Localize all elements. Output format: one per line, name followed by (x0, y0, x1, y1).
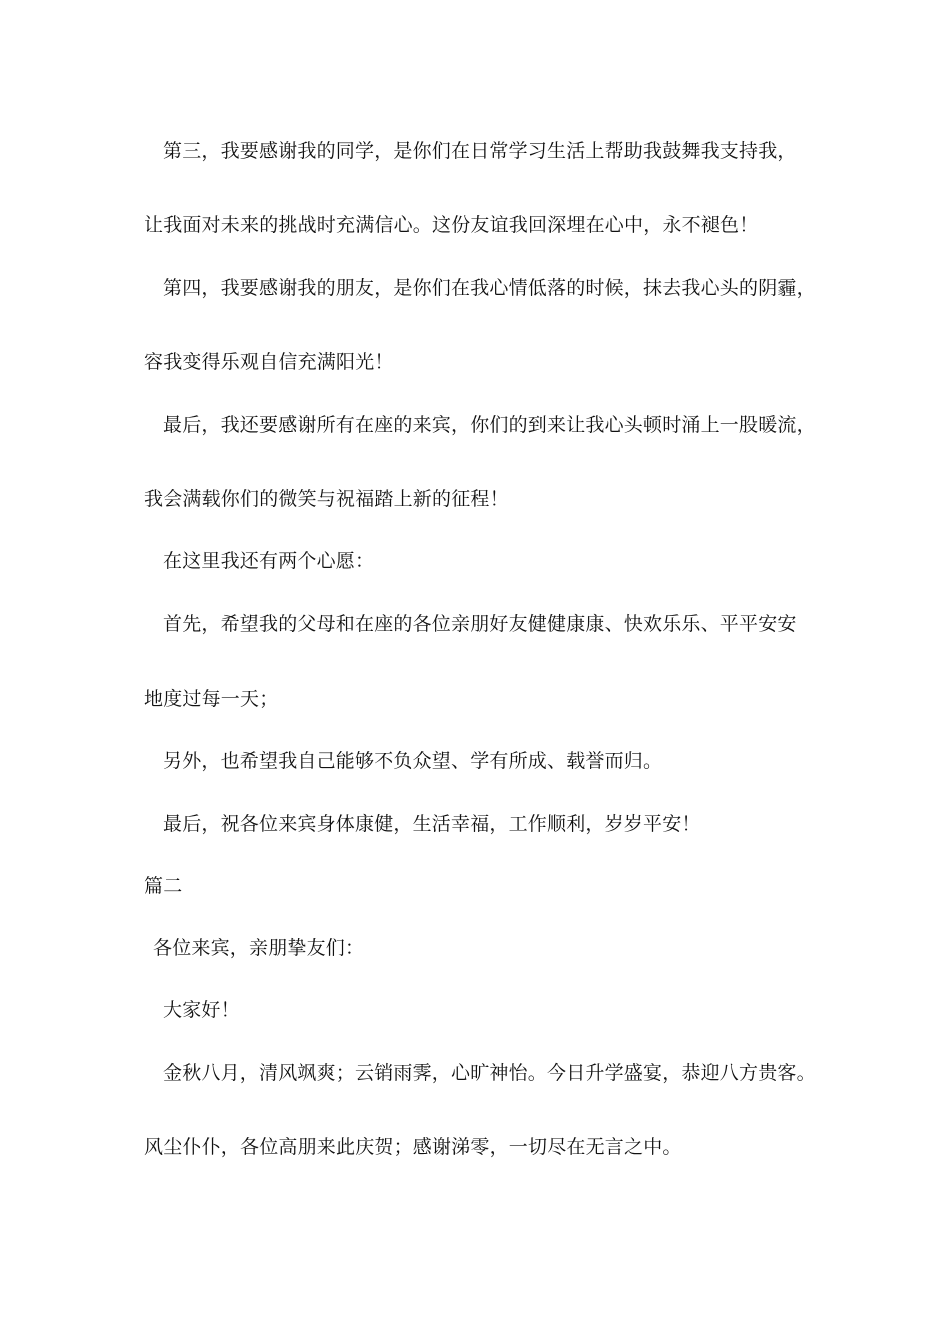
section-heading: 篇二 (144, 875, 183, 897)
paragraph-line: 第四，我要感谢我的朋友，是你们在我心情低落的时候，抹去我心头的阴霾， (163, 277, 816, 299)
paragraph-line: 我会满载你们的微笑与祝福踏上新的征程！ (144, 488, 509, 510)
paragraph-line: 金秋八月，清风飒爽；云销雨霁，心旷神怡。今日升学盛宴，恭迎八方贵客。 (163, 1062, 816, 1084)
paragraph-line: 地度过每一天； (144, 688, 279, 710)
paragraph-line: 第三，我要感谢我的同学，是你们在日常学习生活上帮助我鼓舞我支持我， (163, 140, 797, 162)
paragraph-line: 首先，希望我的父母和在座的各位亲朋好友健健康康、快欢乐乐、平平安安 (163, 613, 797, 635)
paragraph-line: 在这里我还有两个心愿： (163, 550, 375, 572)
greeting-line: 各位来宾，亲朋挚友们： (153, 937, 365, 959)
paragraph-line: 最后，祝各位来宾身体康健，生活幸福，工作顺利，岁岁平安！ (163, 813, 701, 835)
greeting-line: 大家好！ (163, 999, 240, 1021)
paragraph-line: 另外，也希望我自己能够不负众望、学有所成、载誉而归。 (163, 750, 663, 772)
paragraph-line: 风尘仆仆，各位高朋来此庆贺；感谢涕零，一切尽在无言之中。 (144, 1136, 682, 1158)
paragraph-line: 最后，我还要感谢所有在座的来宾，你们的到来让我心头顿时涌上一股暖流， (163, 414, 816, 436)
paragraph-line: 让我面对未来的挑战时充满信心。这份友谊我回深埋在心中，永不褪色！ (144, 214, 759, 236)
paragraph-line: 容我变得乐观自信充满阳光！ (144, 351, 394, 373)
